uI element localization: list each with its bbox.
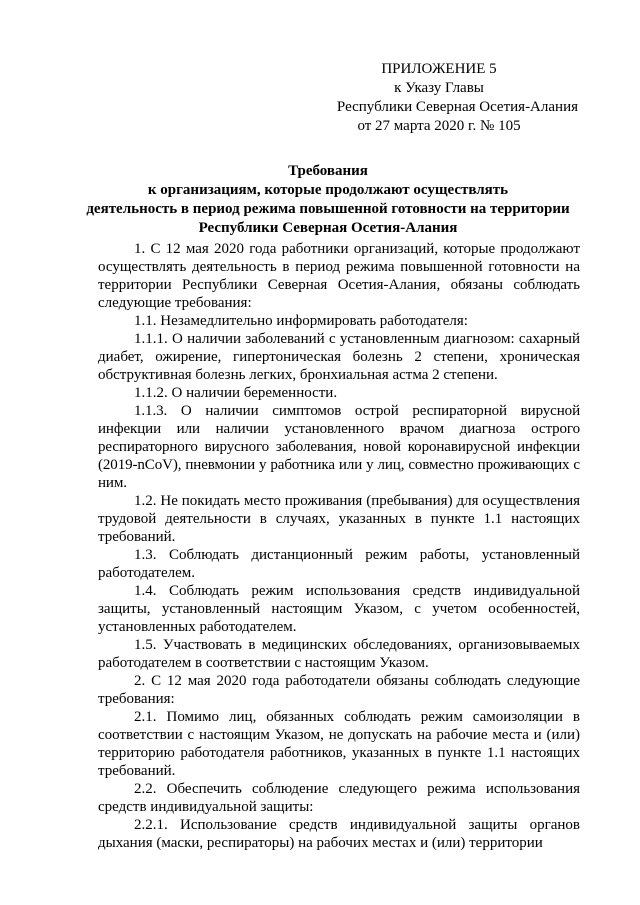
paragraph-1-1-3: 1.1.3. О наличии симптомов острой респираторной вирусной инфекции или наличии установленного врачом диагноза острого респираторного вирусного заболевания, новой коронавирусной инфекции (2019-nCoV), пневмонии у работника или у лиц, совместно проживающих с ним. [98,403,580,491]
paragraph-1: 1. С 12 мая 2020 года работники организаций, которые продолжают осуществлять деятельность в период режима повышенной готовности на территории Республики Северная Осетия-Алания, обязаны соблюдать следующие требования: [98,241,580,311]
paragraph-2-2-1: 2.2.1. Использование средств индивидуальной защиты органов дыхания (маски, респираторы) на рабочих местах и (или) территории [98,817,580,851]
paragraph-1-5: 1.5. Участвовать в медицинских обследованиях, организовываемых работодателем в соответствии с настоящим Указом. [98,637,580,671]
appendix-number: ПРИЛОЖЕНИЕ 5 [381,61,497,77]
paragraph-2: 2. С 12 мая 2020 года работодатели обязаны соблюдать следующие требования: [98,673,580,707]
document-title [76,162,580,238]
title-line-1: Требования [288,163,368,179]
title-line-2: к организациям, которые продолжают осуществлять [147,182,509,198]
appendix-decree-ref: к Указу Главы [394,80,484,96]
appendix-header [300,60,578,136]
paragraph-2-1: 2.1. Помимо лиц, обязанных соблюдать режим самоизоляции в соответствии с настоящим Указом, не допускать на рабочие места и (или) территорию работодателя работников, указанных в пункте 1.1 настоящих требований. [98,709,580,779]
appendix-date: от 27 марта 2020 г. № 105 [357,118,521,134]
paragraph-1-1-1: 1.1.1. О наличии заболеваний с установленным диагнозом: сахарный диабет, ожирение, гипертоническая болезнь 2 степени, хроническая обструктивная болезнь легких, бронхиальная астма 2 степени. [98,331,580,383]
appendix-republic: Республики Северная Осетия-Алания [336,99,578,115]
paragraph-1-1: 1.1. Незамедлительно информировать работодателя: [134,313,468,329]
title-line-3: деятельность в период режима повышенной готовности на территории [86,201,570,217]
document-body [98,240,580,852]
paragraph-1-2: 1.2. Не покидать место проживания (пребывания) для осуществления трудовой деятельности в случаях, указанных в пункте 1.1 настоящих требований. [98,493,580,545]
paragraph-1-4: 1.4. Соблюдать режим использования средств индивидуальной защиты, установленный настоящим Указом, с учетом особенностей, установленных работодателем. [98,583,580,635]
paragraph-1-3: 1.3. Соблюдать дистанционный режим работы, установленный работодателем. [98,547,580,581]
title-line-4: Республики Северная Осетия-Алания [198,220,458,236]
paragraph-1-1-2: 1.1.2. О наличии беременности. [134,385,338,401]
paragraph-2-2: 2.2. Обеспечить соблюдение следующего режима использования средств индивидуальной защиты: [98,781,580,815]
